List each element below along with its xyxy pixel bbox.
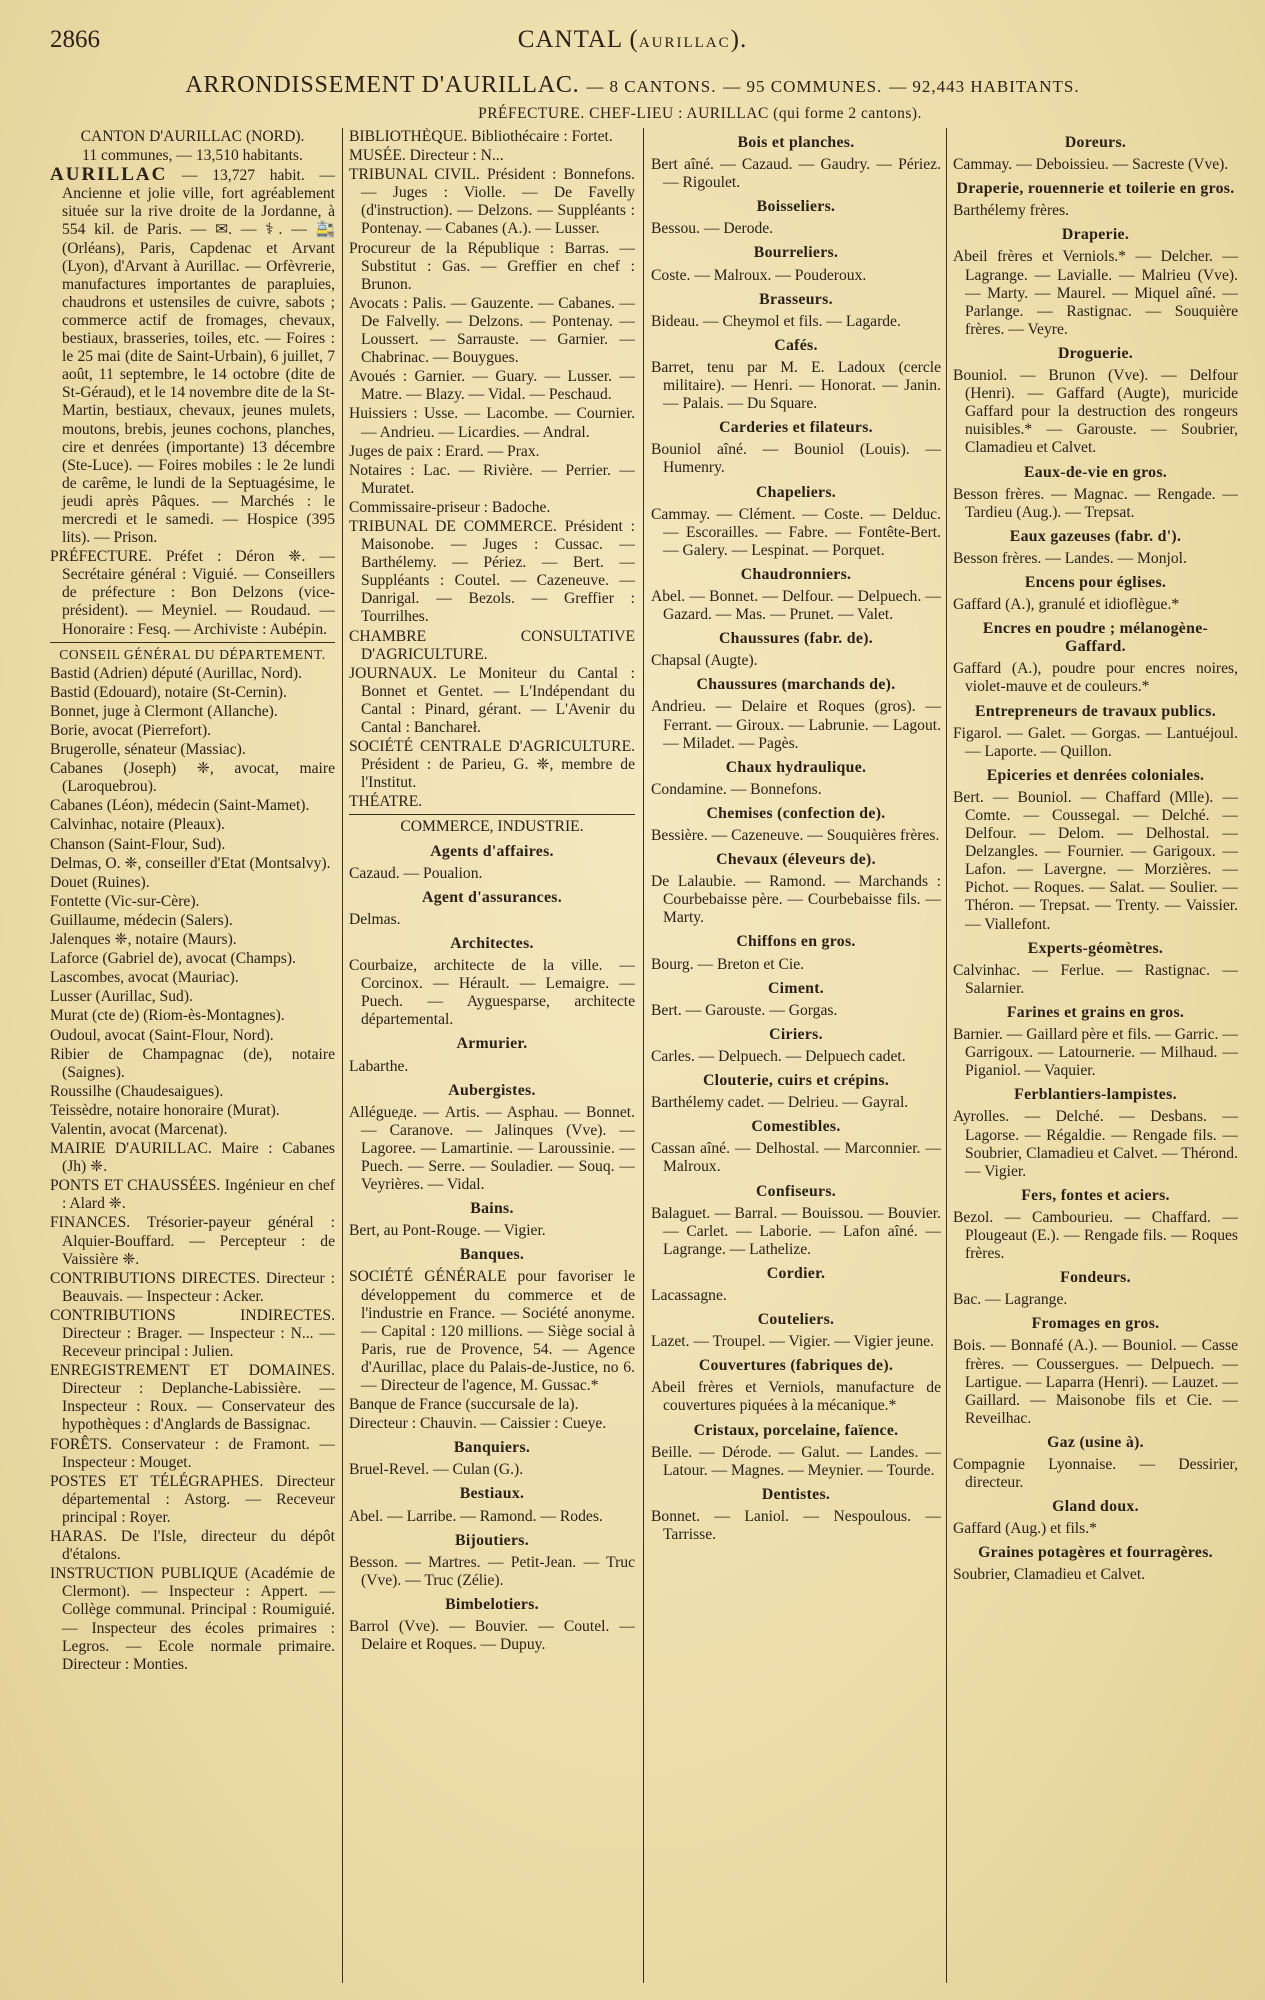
directory-entry: JOURNAUX. Le Moniteur du Cantal : Bonnet et Gentet. — L'Indépendant du Cantal : Pinard, gérant. — L'Avenir du Cantal : Banchareł. xyxy=(349,664,635,736)
trade-heading: Chaussures (fabr. de). xyxy=(718,630,874,648)
trade-heading: Chaux hydraulique. xyxy=(725,758,867,776)
trade-heading: Eaux-de-vie en gros. xyxy=(1023,463,1168,481)
directory-entry: TRIBUNAL CIVIL. Président : Bonnefons. — Juges : Violle. — De Favelly (d'instruction). — Delzons. — Suppléants : Pontenay. — Cabanes (A.). — Lusser. xyxy=(349,166,635,238)
prefecture-line: PRÉFECTURE. CHEF-LIEU : AURILLAC (qui forme 2 cantons). xyxy=(478,105,922,122)
directory-entry: INSTRUCTION PUBLIQUE (Académie de Clermont). — Inspecteur : Appert. — Collège communal. Principal : Roumiguié. — Inspecteur des écoles primaires : Legros. — Ecole normale primaire. Directeur : Monties. xyxy=(50,1565,335,1673)
directory-entry: Abel. — Larribe. — Ramond. — Rodes. xyxy=(349,1507,603,1525)
trade-heading: Aubergistes. xyxy=(448,1081,536,1099)
directory-entry: Bastid (Adrien) député (Aurillac, Nord). xyxy=(50,664,303,682)
trade-heading: Fondeurs. xyxy=(1060,1269,1131,1287)
directory-entry: Lusser (Aurillac, Sud). xyxy=(50,988,193,1006)
directory-entry: Courbaize, architecte de la ville. — Corcinox. — Hérault. — Lemaigre. — Puech. — Ayguesparse, architecte départemental. xyxy=(349,957,635,1029)
directory-entry: Commissaire-priseur : Badoche. xyxy=(349,498,551,516)
directory-entry: Barret, tenu par M. E. Ladoux (cercle militaire). — Henri. — Honorat. — Janin. — Palais. — Du Square. xyxy=(651,358,941,413)
directory-entry: Bessou. — Derode. xyxy=(651,220,774,238)
trade-heading: Comestibles. xyxy=(751,1118,841,1136)
trade-heading: Epiceries et denrées coloniales. xyxy=(986,766,1205,784)
directory-entry: Besson. — Martres. — Petit-Jean. — Truc (Vve). — Truc (Zélie). xyxy=(349,1553,635,1589)
directory-entry: HARAS. De l'Isle, directeur du dépôt d'étalons. xyxy=(50,1528,335,1564)
directory-entry: Cabanes (Joseph) ❈, avocat, maire (Laroquebrou). xyxy=(50,760,335,796)
trade-heading: Gland doux. xyxy=(1052,1498,1139,1516)
directory-entry: Delmas, O. ❈, conseiller d'Etat (Montsalvy). xyxy=(50,854,331,872)
directory-entry: Bac. — Lagrange. xyxy=(953,1291,1068,1309)
directory-entry: Carles. — Delpuech. — Delpuech cadet. xyxy=(651,1047,906,1065)
column-4 xyxy=(953,128,1238,1988)
centered-line: CANTON D'AURILLAC (NORD). xyxy=(80,128,305,145)
directory-entry: CONTRIBUTIONS DIRECTES. Directeur : Beauvais. — Inspecteur : Acker. xyxy=(50,1269,335,1305)
trade-heading: Couteliers. xyxy=(757,1311,835,1329)
directory-entry: Bouniol. — Brunon (Vve). — Delfour (Henri). — Gaffard (Augte), muricide Gaffard pour la destruction des rongeurs nuisibles.* — Garouste. — Soubrier, Clamadieu et Calvet. xyxy=(953,367,1238,457)
directory-entry: PRÉFECTURE. Préfet : Déron ❈. — Secrétaire général : Viguié. — Conseillers de préfecture : Bon Delzons (vice-président). — Meyniel. — Roudaud. — Honoraire : Fesq. — Archiviste : Aubépin. xyxy=(50,548,335,638)
directory-entry: FORÊTS. Conservateur : de Framont. — Inspecteur : Mouget. xyxy=(50,1435,335,1471)
directory-entry: Coste. — Malroux. — Pouderoux. xyxy=(651,266,867,284)
directory-entry: Bastid (Edouard), notaire (St-Cernin). xyxy=(50,683,287,701)
directory-entry: Borie, avocat (Pierrefort). xyxy=(50,722,212,739)
trade-heading: Droguerie. xyxy=(1057,344,1134,362)
trade-heading: Brasseurs. xyxy=(759,290,833,308)
directory-entry: Soubrier, Clamadieu et Calvet. xyxy=(953,1566,1146,1584)
directory-entry: Cabanes (Léon), médecin (Saint-Mamet). xyxy=(50,797,310,815)
directory-entry: Barrol (Vve). — Bouvier. — Coutel. — Delaire et Roques. — Dupuy. xyxy=(349,1618,635,1654)
directory-entry: Laforce (Gabriel de), avocat (Champs). xyxy=(50,950,296,968)
directory-entry: Roussilhe (Chaudesaigues). xyxy=(50,1082,224,1100)
directory-entry: Cammay. — Clément. — Coste. — Delduc. — Escorailles. — Fabre. — Fontête-Bert. — Galery. — Lespinat. — Porquet. xyxy=(651,505,941,559)
directory-entry: Balaguet. — Barral. — Bouissou. — Bouvier. — Carlet. — Laborie. — Lafon aîné. — Lagrange. — Lathelize. xyxy=(651,1204,941,1258)
trade-heading: Farines et grains en gros. xyxy=(1006,1003,1185,1021)
directory-entry: Besson frères. — Landes. — Monjol. xyxy=(953,549,1187,567)
directory-entry: BIBLIOTHÈQUE. Bibliothécaire : Fortet. xyxy=(349,128,613,145)
trade-heading: Bourreliers. xyxy=(753,244,839,262)
directory-entry: Barthélemy frères. xyxy=(953,202,1070,220)
trade-heading: Chaussures (marchands de). xyxy=(696,676,896,694)
directory-entry: Bert, au Pont-Rouge. — Vigier. xyxy=(349,1222,546,1240)
trade-heading: Clouterie, cuirs et crépins. xyxy=(702,1072,890,1090)
trade-heading: Boisseliers. xyxy=(756,198,836,216)
directory-entry: Avocats : Palis. — Gauzente. — Cabanes. — De Falvelly. — Delzons. — Pontenay. — Loussert. — Sarrauste. — Garnier. — Chabrinac. — Bouygues. xyxy=(349,294,635,367)
trade-heading: Cristaux, porcelaine, faïence. xyxy=(693,1421,899,1439)
directory-entry: Calvinhac. — Ferlue. — Rastignac. — Salarnier. xyxy=(953,961,1238,997)
trade-heading: Chiffons en gros. xyxy=(736,933,856,951)
directory-entry: Cassan aîné. — Delhostal. — Marconnier. — Malroux. xyxy=(651,1140,941,1176)
directory-entry: Calvinhac, notaire (Pleaux). xyxy=(50,816,225,834)
directory-entry: Lazet. — Troupel. — Vigier. — Vigier jeune. xyxy=(651,1333,934,1351)
trade-heading: Chaudronniers. xyxy=(740,565,852,583)
running-head xyxy=(50,22,1215,62)
directory-entry: Bourg. — Breton et Cie. xyxy=(651,955,805,973)
directory-entry: Guillaume, médecin (Salers). xyxy=(50,911,233,929)
trade-heading: Draperie. xyxy=(1061,226,1130,244)
trade-heading: Cordier. xyxy=(766,1264,826,1282)
directory-entry: Ribier de Champagnac (de), notaire (Saignes). xyxy=(50,1045,335,1081)
directory-entry: Bessière. — Cazeneuve. — Souquières frères. xyxy=(651,827,940,844)
trade-heading: Agents d'affaires. xyxy=(430,842,554,860)
trade-heading: Banquiers. xyxy=(453,1439,531,1457)
trade-heading: Banques. xyxy=(459,1246,525,1264)
directory-entry: Lascombes, avocat (Mauriac). xyxy=(50,969,239,987)
trade-heading: Fromages en gros. xyxy=(1031,1315,1160,1333)
directory-entry: Banque de France (succursale de la). xyxy=(349,1396,579,1414)
directory-entry: Cammay. — Deboissieu. — Sacreste (Vve). xyxy=(953,156,1229,174)
directory-entry: FINANCES. Trésorier-payeur général : Alquier-Bouffard. — Percepteur : de Vaissière ❈. xyxy=(50,1214,335,1268)
directory-entry: Bert. — Bouniol. — Chaffard (Mlle). — Comte. — Coussegal. — Delché. — Delfour. — Delom. — Delhostal. — Delzangles. — Fournier. — Garigoux. — Lafon. — Lavergne. — Morzières. — Pichot. — Roques. — Salat. — Soulier. — Théron. — Trepsat. — Trenty. — Vaissier. — Viallefont. xyxy=(953,788,1238,933)
directory-entry: Besson frères. — Magnac. — Rengade. — Tardieu (Aug.). — Trepsat. xyxy=(953,485,1238,521)
directory-entry: MUSÉE. Directeur : N... xyxy=(349,147,504,165)
trade-heading: Graines potagères et fourragères. xyxy=(978,1544,1213,1562)
trade-heading: Bois et planches. xyxy=(737,134,855,151)
directory-entry: Compagnie Lyonnaise. — Dessirier, directeur. xyxy=(953,1456,1238,1492)
column-rule xyxy=(643,128,644,1983)
directory-entry: Bert. — Garouste. — Gorgas. xyxy=(651,1001,838,1019)
trade-heading: Ferblantiers-lampistes. xyxy=(1014,1086,1177,1104)
directory-entry: Huissiers : Usse. — Lacombe. — Cournier. — Andrieu. — Licardies. — Andral. xyxy=(349,405,635,441)
directory-entry: SOCIÉTÉ GÉNÉRALE pour favoriser le développement du commerce et de l'industrie en France. — Société anonyme. — Capital : 120 millions. — Siège social à Paris, rue de Provence, 54. — Agence d'Aurillac, place du Palais-de-Justice, no 6. — Directeur de l'agence, M. Gussac.* xyxy=(349,1268,635,1394)
centered-line: COMMERCE, INDUSTRIE. xyxy=(400,818,584,836)
directory-entry: SOCIÉTÉ CENTRALE D'AGRICULTURE. Président : de Parieu, G. ❈, membre de l'Institut. xyxy=(349,738,635,792)
directory-entry: CHAMBRE CONSULTATIVE D'AGRICULTURE. xyxy=(349,627,635,663)
trade-heading: Entrepreneurs de travaux publics. xyxy=(974,702,1217,720)
directory-entry: Avoués : Garnier. — Guary. — Lusser. — Matre. — Blazy. — Vidal. — Peschaud. xyxy=(349,368,635,404)
trade-heading: Dentistes. xyxy=(761,1485,831,1503)
centered-line: 11 communes, — 13,510 habitants. xyxy=(82,147,303,165)
trade-heading: Encens pour églises. xyxy=(1024,573,1167,591)
directory-entry: Jalenques ❈, notaire (Maurs). xyxy=(50,931,237,949)
trade-heading: Doreurs. xyxy=(1064,134,1127,151)
directory-entry: Allégueде. — Artis. — Asphau. — Bonnet. — Caranove. — Jalinques (Vve). — Lagoree. — Lamartinie. — Laroussinie. — Puech. — Serre. — Souladier. — Souq. — Veyrières. — Vidal. xyxy=(349,1103,635,1194)
trade-heading: Agent d'assurances. xyxy=(422,888,562,906)
arrondissement-heading xyxy=(60,72,1205,99)
trade-heading: Ciriers. xyxy=(769,1025,823,1043)
directory-entry: Bideau. — Cheymol et fils. — Lagarde. xyxy=(651,312,901,330)
directory-entry: Cazaud. — Poualion. xyxy=(349,864,483,882)
directory-entry: Abel. — Bonnet. — Delfour. — Delpuech. — Gazard. — Mas. — Prunet. — Valet. xyxy=(651,587,941,624)
arrondissement-name: ARRONDISSEMENT D'AURILLAC. xyxy=(185,72,580,98)
directory-entry: Oudoul, avocat (Saint-Flour, Nord). xyxy=(50,1026,274,1044)
directory-entry: Barthélemy cadet. — Delrieu. — Gayral. xyxy=(651,1094,909,1112)
directory-entry: Condamine. — Bonnefons. xyxy=(651,780,822,798)
trade-heading: Bestiaux. xyxy=(459,1485,525,1503)
directory-entry: Ayrolles. — Delché. — Desbans. — Lagorse. — Régaldie. — Rengade fils. — Soubrier, Clamadieu et Calvet. — Thérond. — Vigier. xyxy=(953,1108,1238,1180)
trade-heading: Eaux gazeuses (fabr. d'). xyxy=(1009,527,1182,545)
trade-heading: Architectes. xyxy=(450,934,534,952)
column-rule xyxy=(342,128,343,1983)
directory-entry: Lacassagne. xyxy=(651,1286,727,1304)
directory-entry: Juges de paix : Erard. — Prax. xyxy=(349,442,540,460)
trade-heading: Bimbelotiers. xyxy=(445,1595,539,1613)
directory-entry: Procureur de la République : Barras. — Substitut : Gas. — Greffier en chef : Brunon. xyxy=(349,239,635,293)
directory-entry: Teissèdre, notaire honoraire (Murat). xyxy=(50,1101,280,1119)
cantons-count: — 8 CANTONS. xyxy=(586,77,717,96)
directory-entry: TRIBUNAL DE COMMERCE. Président : Maisonobe. — Juges : Cussac. — Barthélemy. — Périez. — Bert. — Suppléants : Coutel. — Cazeneuve. — Danrigal. — Bezols. — Greffier : Tourrilhes. xyxy=(349,517,635,626)
directory-entry: Douet (Ruines). xyxy=(50,873,150,891)
directory-entry: Abeil frères et Verniols, manufacture de couvertures piquées à la mécanique.* xyxy=(651,1379,941,1415)
directory-entry: Bert aîné. — Cazaud. — Gaudry. — Périez. — Rigoulet. xyxy=(651,156,941,192)
directory-entry: Figarol. — Galet. — Gorgas. — Lantuéjoul. — Laporte. — Quillon. xyxy=(953,724,1238,760)
town-text: — 13,727 habit. — Ancienne et jolie ville, fort agréablement située sur la rive droite de la Jordanne, à 554 kil. de Paris. — ✉. — ⚕. — 🚉 (Orléans), Paris, Capdenac et Arvant (Lyon), d'Arvant à Aurillac. — Orfèvrerie, manufactures importantes de parapluies, chaudrons et ustensiles de cuivre, sabots ; commerce actif de fromages, chevaux, bestiaux, brasseries, toiles, etc. — Foires : le 25 mai (dite de Saint-Urbain), 6 juillet, 7 août, 11 septembre, le 14 octobre (dite de St-Géraud), et le 14 novembre dite de la St-Martin, bestiaux, chevaux, jeunes mulets, moutons, brebis, jeunes cochons, planches, cire et denrées (importante) 13 décembre (Ste-Luce). — Foires mobiles : le 2e lundi de carême, le lundi de la Septuagésime, le jeudi après Pâques. — Marchés : le mercredi et le samedi. — Hospice (395 lits). — Prison. xyxy=(62,167,335,547)
directory-entry: Bonnet, juge à Clermont (Allanche). xyxy=(50,702,278,720)
trade-heading: Experts-géomètres. xyxy=(1027,939,1164,957)
trade-heading: Encres en poudre ; mélanogène-Gaffard. xyxy=(982,620,1209,656)
directory-entry: Delmas. xyxy=(349,910,401,928)
directory-entry: Chapsal (Augte). xyxy=(651,652,758,670)
directory-entry: CONTRIBUTIONS INDIRECTES. Directeur : Brager. — Inspecteur : N... — Receveur principal : Julien. xyxy=(50,1306,335,1361)
directory-entry: Labarthe. xyxy=(349,1057,409,1075)
column-1 xyxy=(50,128,335,1988)
section-separator xyxy=(50,642,335,643)
directory-entry: Abeil frères et Verniols.* — Delcher. — Lagrange. — Lavialle. — Malrieu (Vve). — Marty. — Maurel. — Miquel aîné. — Parlange. — Rastignac. — Souquière frères. — Veyre. xyxy=(953,248,1238,338)
section-separator xyxy=(349,814,635,815)
directory-entry: Bruel-Revel. — Culan (G.). xyxy=(349,1461,524,1479)
directory-entry: De Lalaubie. — Ramond. — Marchands : Courbebaisse père. — Courbebaisse fils. — Marty. xyxy=(651,873,941,927)
directory-entry: Bois. — Bonnafé (A.). — Bouniol. — Casse frères. — Coussergues. — Delpuech. — Lartigue. — Laparra (Henri). — Lauzet. — Gaillard. — Maisonobe fils et Cie. — Reveilhac. xyxy=(953,1337,1238,1427)
directory-entry: Beille. — Dérode. — Galut. — Landes. — Latour. — Magnes. — Meynier. — Tourde. xyxy=(651,1443,941,1479)
running-title: CANTAL (AURILLAC). xyxy=(517,26,748,53)
directory-entry: Murat (cte de) (Riom-ès-Montagnes). xyxy=(50,1007,285,1025)
directory-entry: Bouniol aîné. — Bouniol (Louis). — Humenry. xyxy=(651,441,941,477)
directory-entry: MAIRIE D'AURILLAC. Maire : Cabanes (Jh) ❈. xyxy=(50,1140,335,1176)
town-description xyxy=(50,166,335,547)
directory-entry: Gaffard (A.), granulé et idioflègue.* xyxy=(953,596,1180,614)
trade-heading: Cafés. xyxy=(774,336,818,354)
directory-entry: Bezol. — Cambourieu. — Chaffard. — Plougeaut (E.). — Rengade fils. — Roques frères. xyxy=(953,1208,1238,1263)
directory-entry: Andrieu. — Delaire et Roques (gros). — Ferrant. — Giroux. — Labrunie. — Lagout. — Miladet. — Pagès. xyxy=(651,698,941,752)
directory-entry: ENREGISTREMENT ET DOMAINES. Directeur : Deplanche-Labissière. — Inspecteur : Roux. — Conservateur des hypothèques : d'Anglards de Bassignac. xyxy=(50,1362,335,1434)
trade-heading: Carderies et filateurs. xyxy=(719,419,873,437)
trade-heading: Armurier. xyxy=(456,1035,528,1053)
directory-entry: Directeur : Chauvin. — Caissier : Cueye. xyxy=(349,1415,607,1433)
directory-entry: Fontette (Vic-sur-Cère). xyxy=(50,892,200,910)
communes-count: — 95 COMMUNES. xyxy=(723,77,883,96)
directory-entry: THÉATRE. xyxy=(349,793,423,811)
trade-heading: Bijoutiers. xyxy=(455,1531,529,1549)
trade-heading: Ciment. xyxy=(767,979,825,997)
column-2 xyxy=(349,128,635,1988)
trade-heading: Draperie, rouennerie et toilerie en gros. xyxy=(956,180,1235,198)
directory-entry: Brugerolle, sénateur (Massiac). xyxy=(50,741,246,759)
trade-heading: Fers, fontes et aciers. xyxy=(1021,1186,1170,1204)
directory-entry: PONTS ET CHAUSSÉES. Ingénieur en chef : Alard ❈. xyxy=(50,1177,335,1213)
trade-heading: Chapeliers. xyxy=(755,483,837,501)
town-name: AURILLAC xyxy=(50,164,168,186)
directory-entry: POSTES ET TÉLÉGRAPHES. Directeur départemental : Astorg. — Receveur principal : Royer. xyxy=(50,1472,335,1526)
directory-entry: Gaffard (Aug.) et fils.* xyxy=(953,1520,1097,1538)
trade-heading: Chemises (confection de). xyxy=(706,804,886,822)
directory-entry: Gaffard (A.), poudre pour encres noires, violet-mauve et de couleurs.* xyxy=(953,660,1238,696)
trade-heading: Gaz (usine à). xyxy=(1047,1433,1144,1451)
directory-entry: Notaires : Lac. — Rivière. — Perrier. — Muratet. xyxy=(349,461,635,497)
section-title: CONSEIL GÉNÉRAL DU DÉPARTEMENT. xyxy=(59,646,326,662)
directory-entry: Chanson (Saint-Flour, Sud). xyxy=(50,835,226,853)
directory-entry: Valentin, avocat (Marcenat). xyxy=(50,1120,228,1138)
page-number: 2866 xyxy=(50,26,100,53)
trade-heading: Confiseurs. xyxy=(755,1182,837,1200)
directory-entry: Barnier. — Gaillard père et fils. — Garric. — Garrigoux. — Latournerie. — Milhaud. — Piganiol. — Vaquier. xyxy=(953,1026,1238,1080)
directory-entry: Bonnet. — Laniol. — Nespoulous. — Tarrisse. xyxy=(651,1507,941,1543)
trade-heading: Bains. xyxy=(470,1200,514,1218)
column-3 xyxy=(651,128,941,1988)
trade-heading: Couvertures (fabriques de). xyxy=(698,1357,894,1375)
column-rule xyxy=(946,128,947,1983)
trade-heading: Chevaux (éleveurs de). xyxy=(716,851,876,869)
habitants-count: — 92,443 HABITANTS. xyxy=(889,77,1080,96)
